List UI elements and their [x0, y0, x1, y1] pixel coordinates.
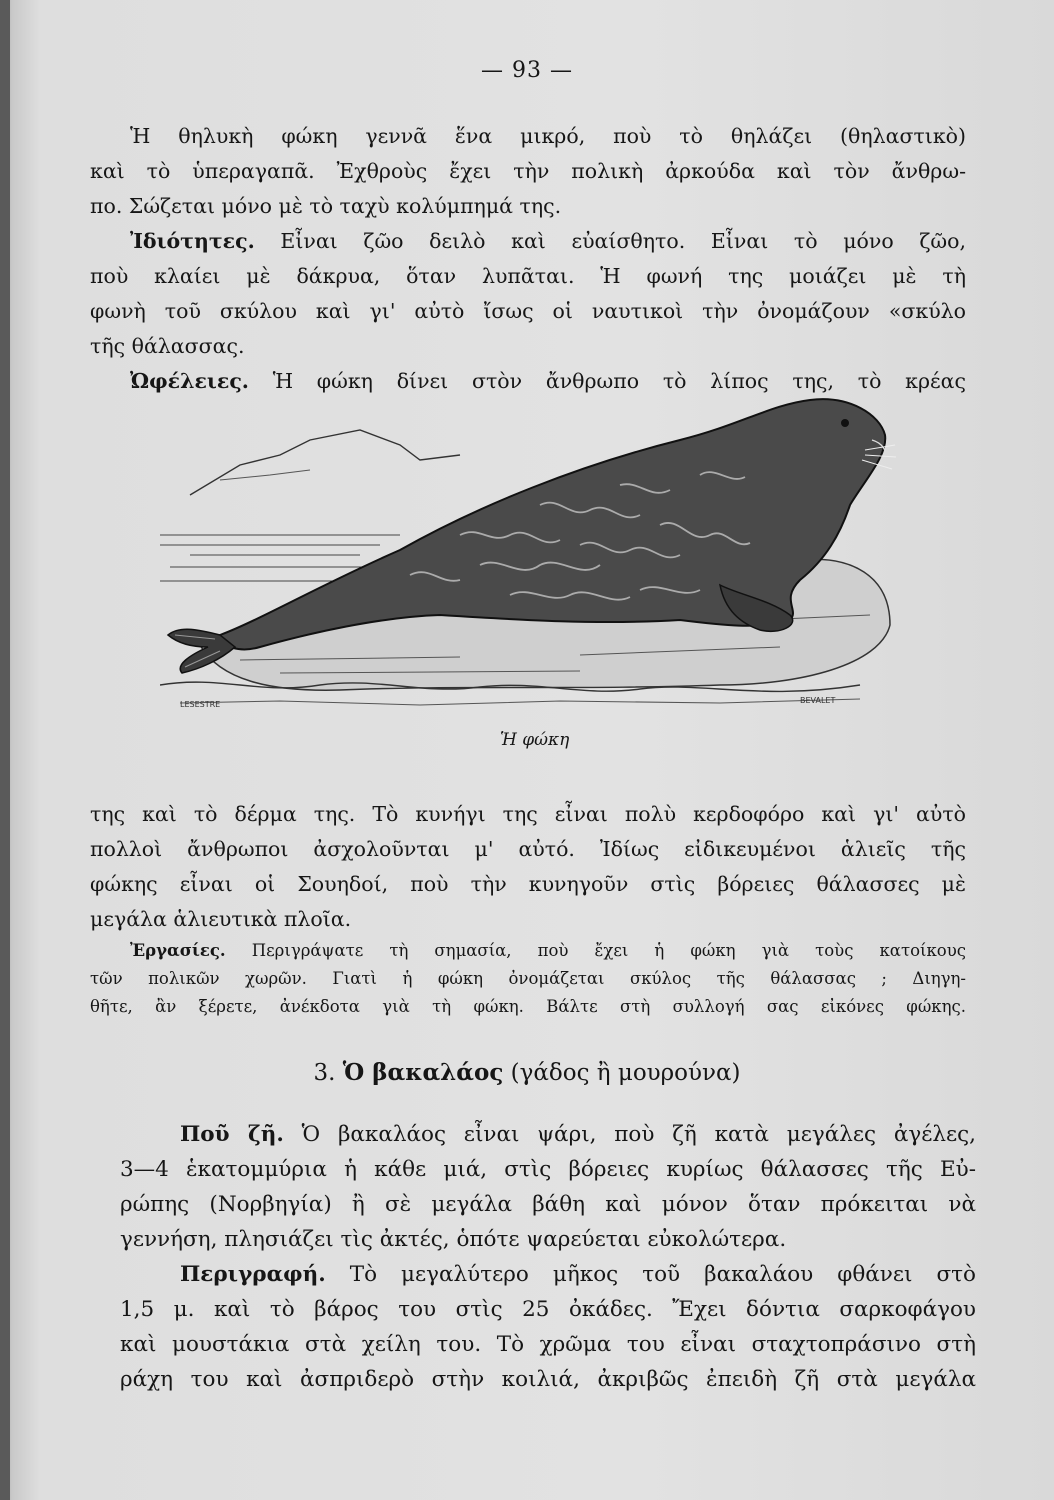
text-line: φωνὴ τοῦ σκύλου καὶ γι' αὐτὸ ἴσως οἱ ναυτικοὶ τὴν ὀνομάζουν «σκύλο	[90, 299, 966, 323]
text-line: πο. Σώζεται μόνο μὲ τὸ ταχὺ κολύμπημά της.	[90, 194, 562, 218]
section-title: Ὁ βακαλάος	[342, 1059, 504, 1086]
text-line: Ποῦ ζῆ. Ὁ βακαλάος εἶναι ψάρι, ποὺ ζῆ κατὰ μεγάλες ἀγέλες,	[180, 1122, 976, 1147]
page-number: — 93 —	[481, 58, 573, 83]
exercise-line: Ἐργασίες. Περιγράψατε τὴ σημασία, ποὺ ἔχει ἡ φώκη γιὰ τοὺς κατοίκους	[130, 941, 966, 960]
exercises-lead: Ἐργασίες.	[130, 941, 226, 960]
engraver-signature-left: LESESTRE	[180, 700, 221, 709]
text-line: τῆς θάλασσας.	[90, 334, 245, 358]
text-line: 3—4 ἑκατομμύρια ἡ κάθε μιά, στὶς βόρειες κυρίως θάλασσες τῆς Εὐ-	[120, 1157, 976, 1182]
text-line: 1,5 μ. καὶ τὸ βάρος του στὶς 25 ὀκάδες. Ἔχει δόντια σαρκοφάγου	[120, 1297, 976, 1322]
book-gutter	[0, 0, 10, 1500]
exercise-line: τῶν πολικῶν χωρῶν. Γιατὶ ἡ φώκη ὀνομάζεται σκύλος τῆς θάλασσας ; Διηγη-	[90, 969, 966, 988]
text-line: Ἰδιότητες. Εἶναι ζῶο δειλὸ καὶ εὐαίσθητο. Εἶναι τὸ μόνο ζῶο,	[130, 229, 966, 253]
text-line: της καὶ τὸ δέρμα της. Τὸ κυνήγι της εἶναι πολὺ κερδοφόρο καὶ γι' αὐτὸ	[90, 802, 966, 826]
exercise-line: θῆτε, ἂν ξέρετε, ἀνέκδοτα γιὰ τὴ φώκη. Βάλτε στὴ συλλογή σας εἰκόνες φώκης.	[90, 997, 966, 1016]
engraver-signature-right: BEVALET	[800, 696, 836, 705]
paragraph-lead: Ὠφέλειες.	[130, 369, 249, 393]
paragraph-lead: Ποῦ ζῆ.	[180, 1122, 284, 1147]
text-line: γεννήση, πλησιάζει τὶς ἀκτές, ὁπότε ψαρεύεται εὐκολώτερα.	[120, 1227, 787, 1252]
text-line: Περιγραφή. Τὸ μεγαλύτερο μῆκος τοῦ βακαλάου φθάνει στὸ	[180, 1262, 976, 1287]
section-heading	[0, 1058, 1054, 1088]
text-line: πολλοὶ ἄνθρωποι ἀσχολοῦνται μ' αὐτό. Ἰδίως εἰδικευμένοι ἁλιεῖς τῆς	[90, 837, 966, 861]
figure-caption: Ἡ φώκη	[500, 730, 570, 750]
text-line: ποὺ κλαίει μὲ δάκρυα, ὅταν λυπᾶται. Ἡ φωνή της μοιάζει μὲ τὴ	[90, 264, 966, 288]
text-line: καὶ τὸ ὑπεραγαπᾶ. Ἐχθροὺς ἔχει τὴν πολικὴ ἀρκούδα καὶ τὸν ἄνθρω-	[90, 159, 966, 183]
seal-illustration	[160, 385, 900, 715]
paragraph-lead: Ἰδιότητες.	[130, 229, 255, 253]
section-subtitle: (γάδος ἢ μουρούνα)	[510, 1060, 741, 1086]
text-line: ράχη του καὶ ἀσπριδερὸ στὴν κοιλιά, ἀκριβῶς ἐπειδὴ ζῆ στὰ μεγάλα	[120, 1367, 976, 1392]
section-number: 3.	[313, 1060, 336, 1086]
text-line: Ἡ θηλυκὴ φώκη γεννᾶ ἕνα μικρό, ποὺ τὸ θηλάζει (θηλαστικὸ)	[130, 124, 966, 148]
text-line: φώκης εἶναι οἱ Σουηδοί, ποὺ τὴν κυνηγοῦν στὶς βόρειες θάλασσες μὲ	[90, 872, 966, 896]
text-line: Ὠφέλειες. Ἡ φώκη δίνει στὸν ἄνθρωπο τὸ λίπος της, τὸ κρέας	[130, 369, 966, 393]
seal-engraving-icon	[160, 385, 900, 715]
text-line: καὶ μουστάκια στὰ χείλη του. Τὸ χρῶμα του εἶναι σταχτοπράσινο στὴ	[120, 1332, 976, 1357]
paragraph-lead: Περιγραφή.	[180, 1262, 326, 1287]
text-line: ρώπης (Νορβηγία) ἢ σὲ μεγάλα βάθη καὶ μόνον ὅταν πρόκειται νὰ	[120, 1192, 976, 1217]
text-line: μεγάλα ἁλιευτικὰ πλοῖα.	[90, 907, 352, 931]
